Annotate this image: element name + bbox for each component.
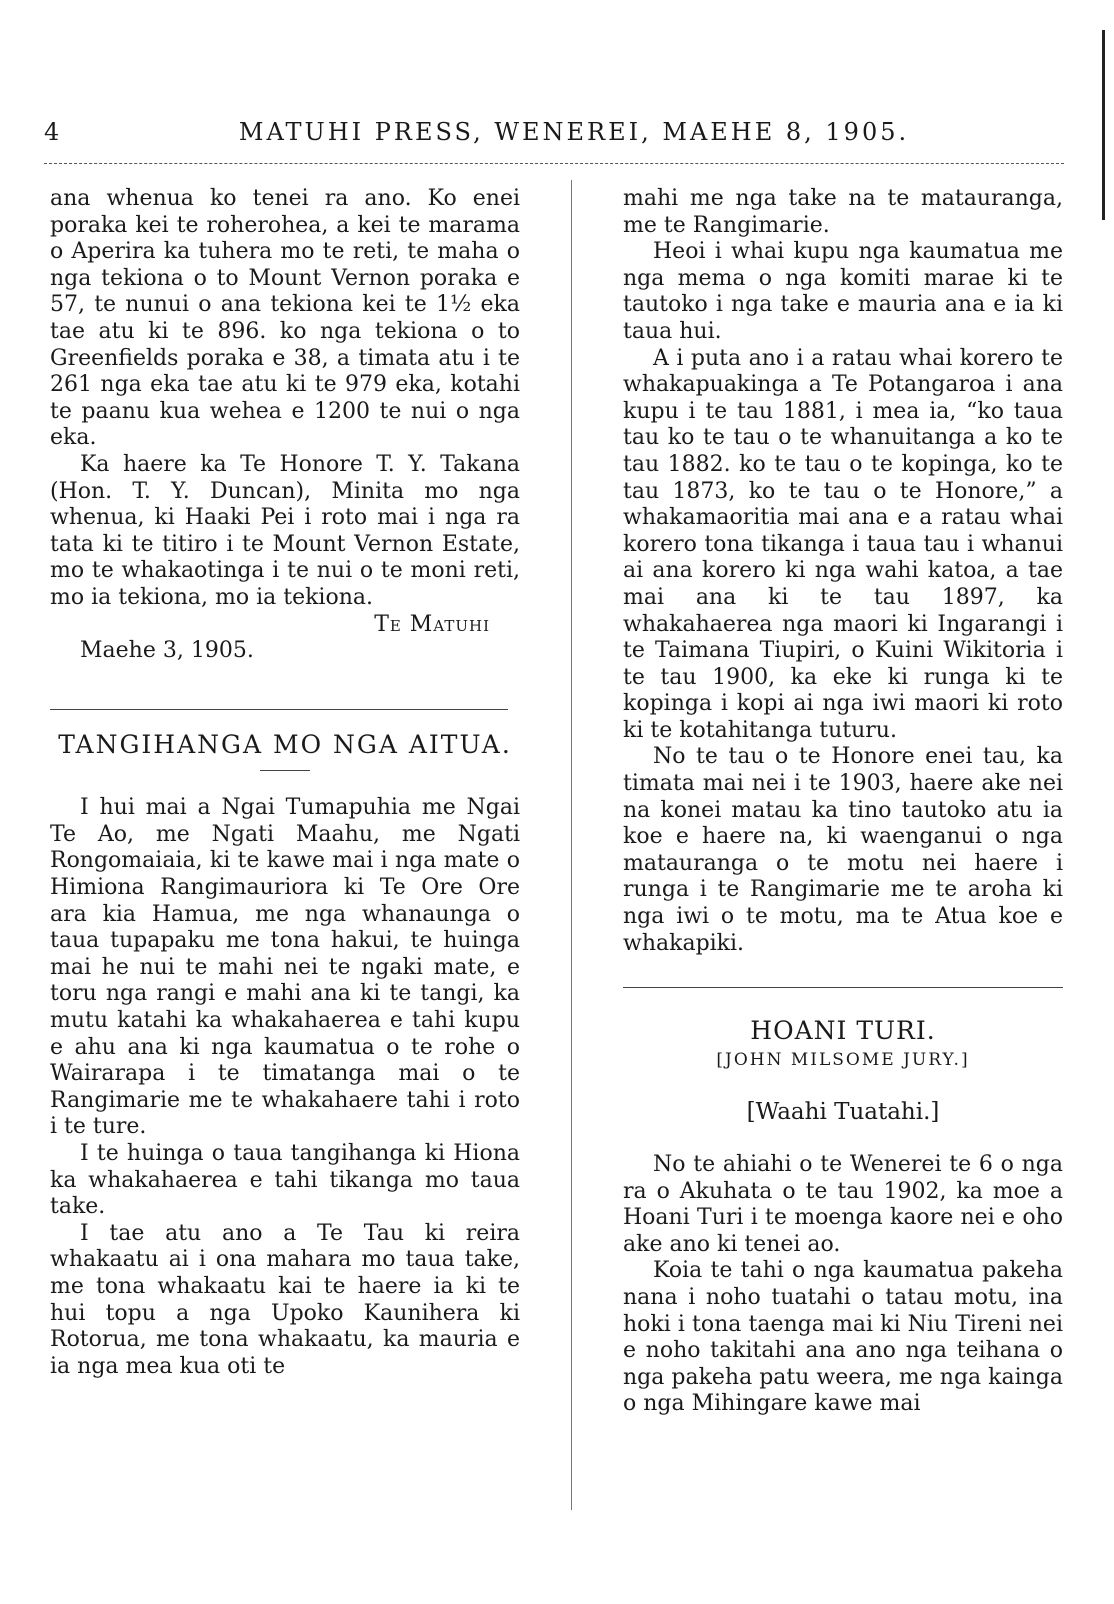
paragraph: I te huinga o taua tangihanga ki Hiona ka whakahaerea e tahi tikanga mo taua take. [50, 1141, 520, 1220]
section-rule [50, 709, 508, 710]
paragraph: Ka haere ka Te Honore T. Y. Takana (Hon. T. Y. Duncan), Minita mo nga whenua, ki Haaki Pei i roto mai i nga ra tata ki te titiro i te Mount Vernon Estate, mo te whakaotinga i te nui o te moni reti, mo ia tekiona, mo ia tekiona. [50, 451, 520, 610]
page-edge-mark [1102, 30, 1105, 220]
paragraph: mahi me nga take na te matauranga, me te Rangimarie. [623, 186, 1063, 238]
left-column [50, 186, 520, 1380]
paragraph: ana whenua ko tenei ra ano. Ko enei poraka kei te roherohea, a kei te marama o Aperira ka tuhera mo te reti, te maha o nga tekiona o to Mount Vernon poraka e 57, te nunui o ana tekiona kei te 1½ eka tae atu ki te 896. ko nga tekiona o to Greenfields poraka e 38, a timata atu i te 261 nga eka tae atu ki te 979 eka, kotahi te paanu kua wehea e 1200 te nui o nga eka. [50, 186, 520, 451]
right-column [623, 186, 1063, 1418]
running-head: MATUHI PRESS, WENEREI, MAEHE 8, 1905. [238, 118, 910, 146]
bio-subtitle: [JOHN MILSOME JURY.] [716, 1049, 970, 1070]
paragraph: Koia te tahi o nga kaumatua pakeha nana i noho tuatahi o tatau motu, ina hoki i tona taenga mai ki Niu Tireni nei e noho takitahi ana ano nga teihana o nga pakeha patu weera, me nga kainga o nga Mihingare kawe mai [623, 1258, 1063, 1417]
paragraph: No te tau o te Honore enei tau, ka timata mai nei i te 1903, haere ake nei na konei matau ka tino tautoko atu ia koe e haere na, ki waenganui o nga matauranga o te motu nei haere i runga i te Rangimarie me te aroha ki nga iwi o te motu, ma te Atua koe e whakapiki. [623, 744, 1063, 956]
bio-title: HOANI TURI. [750, 1016, 936, 1046]
paragraph: I tae atu ano a Te Tau ki reira whakaatu ai i ona mahara mo taua take, me tona whakaatu kai te haere ia ki te hui topu a nga Upoko Kaunihera ki Rotorua, me tona whakaatu, ka mauria e ia nga mea kua oti te [50, 1220, 520, 1379]
page-number: 4 [44, 118, 60, 146]
page-header [44, 118, 1044, 152]
paragraph: I hui mai a Ngai Tumapuhia me Ngai Te Ao, me Ngati Maahu, me Ngati Rongomaiaia, ki te kawe mai i nga mate o Himiona Rangimauriora ki Te Ore Ore ara kia Hamua, me nga whanaunga o taua tupapaku me tona hakui, te huinga mai he nui te mahi nei te ngaki mate, e toru nga rangi e mahi ana ki te tangi, ka mutu katahi ka whakahaerea e tahi kupu e ahu ana ki nga kaumatua o te rohe o Wairarapa i te timatanga mai o te Rangimarie me te whakahaere tahi i roto i te ture. [50, 795, 520, 1140]
heading-rule [260, 770, 310, 771]
paragraph: A i puta ano i a ratau whai korero te whakapuakinga a Te Potangaroa i ana kupu i te tau 1881, i mea ia, “ko taua tau ko te tau o te whanuitanga a ko te tau 1882. ko te tau o te kopinga, ko te tau 1873, ko te tau o te Honore,” a whakamaoritia mai ana e a ratau whai korero tona tikanga i taua tau i whanui ai ana korero ki nga wahi katoa, a tae mai ana ki te tau 1897, ka whakahaerea nga maori ki Ingarangi i te Taimana Tiupiri, o Kuini Wikitoria i te tau 1900, ka eke ki runga ki te kopinga i kopi ai nga iwi maori ki roto ki te kotahitanga tuturu. [623, 345, 1063, 743]
column-divider [571, 180, 572, 1510]
section-rule [623, 987, 1063, 988]
section-heading: TANGIHANGA MO NGA AITUA. [58, 729, 512, 759]
dateline: Maehe 3, 1905. [80, 638, 254, 664]
bio-part-label: [Waahi Tuatahi.] [746, 1099, 940, 1126]
signature: Te Matuhi [374, 611, 490, 637]
header-rule [44, 163, 1064, 164]
paragraph: Heoi i whai kupu nga kaumatua me nga mema o nga komiti marae ki te tautoko i nga take e mauria ana e ia ki taua hui. [623, 239, 1063, 344]
paragraph: No te ahiahi o te Wenerei te 6 o nga ra o Akuhata o te tau 1902, ka moe a Hoani Turi i te moenga kaore nei e oho ake ano ki tenei ao. [623, 1152, 1063, 1257]
